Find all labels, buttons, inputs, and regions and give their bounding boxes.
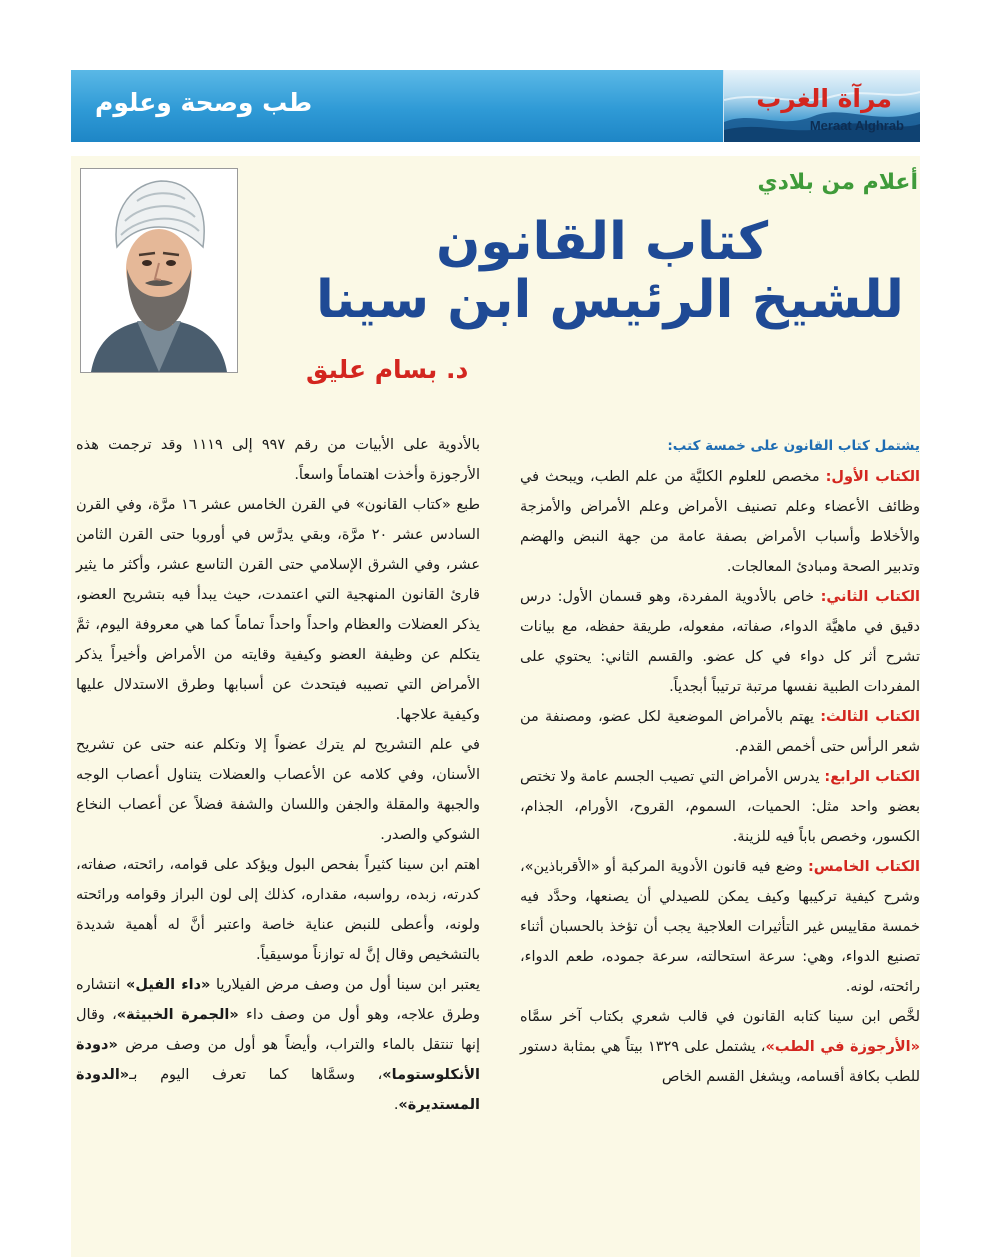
book-2-text: خاص بالأدوية المفردة، وهو قسمان الأول: درس دقيق في ماهيَّة الدواء، صفاته، مفعوله، طريقة حفظه، مع بيانات تشرح أثر كل دواء في كل عضو. والقسم الثاني: يحتوي على المفردات الطبية نفسها مرتبة ترتيباً أبجدياً. — [520, 589, 920, 695]
paragraph-1: بالأدوية على الأبيات من رقم ٩٩٧ إلى ١١١٩ وقد ترجمت هذه الأرجوزة وأخذت اهتماماً واسعاً. — [76, 437, 480, 483]
p5-text-c: انتشاره وطرق علاجه، وهو أول من وصف داء — [76, 977, 480, 1023]
logo-arabic-text: مرآة الغرب — [756, 84, 892, 113]
book-5-text: وضع فيه قانون الأدوية المركبة أو «الأقرباذين»، وشرح كيفية تركيبها وكيف يمكن للصيدلي أن يصنعها، وحدَّد فيه خمسة مقاييس غير التأثيرات العلاجية يجب أن تؤخذ بالحسبان أثناء تصنيع الدواء، وهي: سرعة استحالته، سرعة جموده، طعم الدواء، رائحته، لونه. — [520, 859, 920, 995]
paragraph-poem — [520, 1002, 920, 1092]
poem-text-a: لخَّص ابن سينا كتابه القانون في قالب شعري بكتاب آخر سمَّاه — [520, 1009, 920, 1025]
paragraph-book-2 — [520, 582, 920, 702]
magazine-logo — [723, 70, 920, 142]
paragraph-book-4 — [520, 762, 920, 852]
portrait-illustration — [81, 169, 237, 372]
p5-term-elephantiasis: «داء الفيل» — [126, 977, 211, 993]
section-title: طب وصحة وعلوم — [95, 88, 313, 117]
p5-text-a: يعتبر ابن سينا أول من وصف مرض الفيلاريا — [210, 977, 480, 993]
right-column — [520, 430, 920, 1092]
book-1-text: مخصص للعلوم الكليَّة من علم الطب، ويبحث في وظائف الأعضاء وعلم تصنيف الأمراض وعلم الأمراض والأمزجة والأخلاط وأسباب الأمراض بصفة عامة من جهة النبض والهضم وتدبير الصحة ومبادئ المعالجات. — [520, 469, 920, 575]
p5-text-g: ، وسمَّاها كما تعرف اليوم بـ — [129, 1067, 383, 1083]
p5-text-e: ، وقال إنها تنتقل بالماء والتراب، وأيضاً هو أول من وصف مرض — [76, 1007, 480, 1053]
book-3-text: يهتم بالأمراض الموضعية لكل عضو، ومصنفة من شعر الرأس حتى أخمص القدم. — [520, 709, 920, 755]
p5-text-i: . — [393, 1097, 399, 1113]
book-4-label: الكتاب الرابع: — [824, 769, 920, 785]
ibn-sina-portrait — [80, 168, 238, 373]
book-4-text: يدرس الأمراض التي تصيب الجسم عامة ولا تختص بعضو واحد مثل: الحميات، السموم، القروح، الأورام، الجذام، الكسور، وخصص باباً فيه للزينة. — [520, 769, 920, 845]
article-title-line-2: للشيخ الرئيس ابن سينا — [316, 270, 904, 330]
paragraph-book-5 — [520, 852, 920, 1002]
poem-text-c: ، يشتمل على ١٣٢٩ بيتاً هي بمثابة دستور للطب بكافة أقسامه، ويشغل القسم الخاص — [520, 1039, 920, 1085]
left-column — [76, 430, 480, 1120]
paragraph-4: اهتم ابن سينا كثيراً بفحص البول ويؤكد على قوامه، رائحته، صفاته، كدرته، زبده، رواسبه، مقداره، كذلك إلى لون البراز وقوامه ورائحته ولونه، وأعطى للنبض عناية خاصة واعتبر أنَّ له أهمية شديدة بالتشخيص وقال إنَّ له توازناً موسيقياً. — [76, 857, 480, 963]
logo-english-text: Meraat Alghrab — [809, 118, 904, 133]
section-header — [71, 70, 920, 142]
paragraph-3: في علم التشريح لم يترك عضواً إلا وتكلم عنه حتى عن تشريح الأسنان، وفي كلامه عن الأعصاب والعضلات يتناول أعصاب الوجه والجبهة والمقلة والجفن واللسان والشفة فضلاً عن أعصاب النخاع الشوكي والصدر. — [76, 737, 480, 843]
author-name: د. بسام عليق — [306, 355, 469, 384]
poem-title: «الأرجوزة في الطب» — [765, 1039, 920, 1055]
article-title-line-1: كتاب القانون — [436, 212, 769, 272]
book-5-label: الكتاب الخامس: — [808, 859, 920, 875]
p5-term-anthrax: «الجمرة الخبيثة» — [116, 1007, 239, 1023]
paragraph-2: طبع «كتاب القانون» في القرن الخامس عشر ١٦ مرَّة، وفي القرن السادس عشر ٢٠ مرَّة، وبقي يدرَّس في أوروبا حتى القرن الثامن عشر، وفي الشرق الإسلامي حتى القرن التاسع عشر، وأكثر ما يثير قارئ القانون المنهجية التي اعتمدت، حيث يبدأ فيه بتشريح العضو، يذكر العضلات والعظام واحداً واحداً تماماً كما هي معروفة اليوم، ثمَّ يتكلم عن وظيفة العضو وكيفية وقايته من الأمراض وأخيراً يذكر الأمراض التي تصيبه فيتحدث عن أسبابها وطرق الاستدلال عليها وكيفية علاجها. — [76, 497, 480, 723]
paragraph-book-1 — [520, 462, 920, 582]
book-2-label: الكتاب الثاني: — [820, 589, 920, 605]
paragraph-book-3 — [520, 702, 920, 762]
paragraph-5 — [76, 970, 480, 1120]
column-intro: يشتمل كتاب القانون على خمسة كتب: — [667, 438, 920, 454]
book-3-label: الكتاب الثالث: — [820, 709, 920, 725]
p5-term-roundworm: «الدودة المستديرة» — [76, 1067, 480, 1113]
book-1-label: الكتاب الأول: — [825, 469, 920, 485]
kicker-label: أعلام من بلادي — [757, 170, 918, 195]
p5-term-ancylostoma: «دودة الأنكلوستوما» — [76, 1037, 480, 1083]
